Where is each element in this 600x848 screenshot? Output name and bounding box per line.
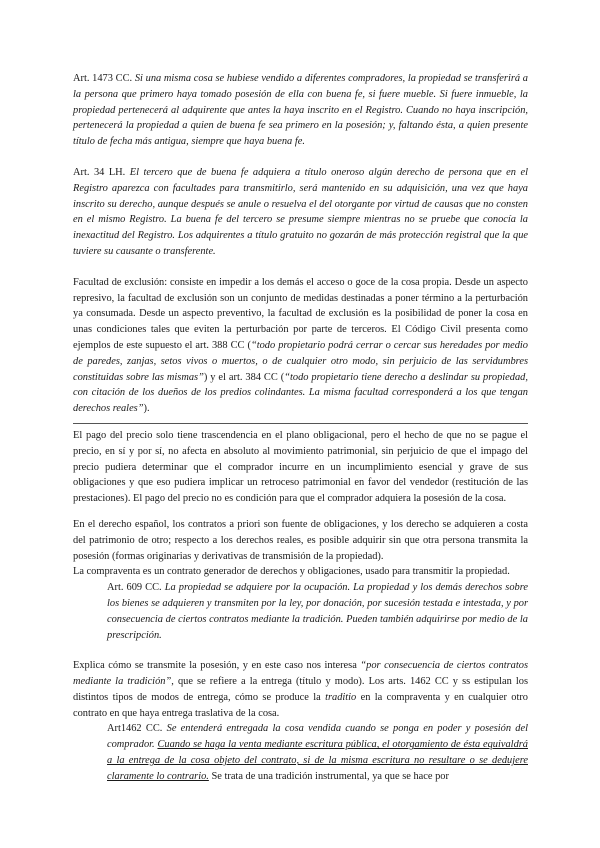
article-quote: Si una misma cosa se hubiese vendido a diferentes compradores, la propiedad se transferirá a la persona que primero haya tomado posesión de ella con buena fe, si fuere mueble. Si fuere inmueble, la propiedad pertenecerá al adquirente que antes la haya inscrito en el Registro. Cuando no haya inscripción, pertenecerá la propiedad a quien de buena fe sea primero en la posesión; y, faltando ésta, a quien presente título de fecha más antigua, siempre que haya buena fe. [73,73,528,148]
section-divider [73,423,528,424]
article-quote-underlined: Cuando se haga la venta mediante escritura pública, el otorgamiento de ésta equivaldrá a la entrega de la cosa objeto del contrato, si de la misma escritura no resultare o se dedujere claramente lo contrario. [107,739,528,782]
article-34-lh-paragraph [73,165,528,260]
article-reference: Art. 609 CC. [107,582,162,594]
body-text: Facultad de exclusión: consiste en impedir a los demás el acceso o goce de la cosa propia. Desde un aspecto represivo, la facultad de exclusión son un conjunto de medidas destinadas a poner término a la perturbación ya consumada. Desde un aspecto preventivo, la facultad de exclusión es la posibilidad de poner la cosa en unas condiciones tales que eviten la perturbación por parte de terceros. El Código Civil presenta como ejemplos de este supuesto el art. 388 CC ( [73,276,528,351]
quote-art-384: “todo propietario tiene derecho a deslindar su propiedad, con citación de los dueños de los predios colindantes. La misma facultad corresponderá a los que tengan derechos reales” [73,371,528,415]
article-reference: Art. 1473 CC. [73,73,133,84]
article-1462-paragraph [107,721,528,784]
body-text: ) y el art. 384 CC ( [203,371,285,383]
body-text: , que se refiere a la entrega (título y modo). Los arts. 1462 CC y ss estipulan los distintos tipos de modos de entrega, cómo se produce la [73,676,528,703]
article-609-paragraph [107,580,528,643]
term-traditio: traditio [325,691,357,703]
article-quote: Se entenderá entregada la cosa vendida cuando se ponga en poder y posesión del comprador. [107,723,528,751]
body-text: ). [143,403,150,415]
quote-tradicion: “por consecuencia de ciertos contratos mediante la tradición” [73,660,528,688]
article-quote: La propiedad se adquiere por la ocupación. La propiedad y los demás derechos sobre los bienes se adquieren y transmiten por la ley, por donación, por sucesión testada e intestada, y por consecuencia de ciertos contratos mediante la tradición. Pueden también adquirirse por medio de la prescripción. [107,582,528,641]
article-reference: Art. 34 LH. [73,166,126,178]
article-reference: Art1462 CC. [107,723,163,735]
article-1473-paragraph [73,71,528,150]
possession-transfer-paragraph [73,658,528,721]
sale-contract-paragraph: La compraventa es un contrato generador de derechos y obligaciones, usado para transmitir la propiedad. [73,566,510,578]
quote-art-388: “todo propietario podrá cerrar o cercar sus heredades por medio de paredes, zanjas, setos vivos o muertos, o de cualquier otro modo, sin perjuicio de las servidumbres constituidas sobre las mismas” [73,339,529,383]
price-payment-paragraph: El pago del precio solo tiene trascendencia en el plano obligacional, pero el hecho de que no se pague el precio, en sí y por sí, no afecta en absoluto al movimiento patrimonial, sin perjuicio de que el impago del precio pudiera determinar que el comprador incurre en un incumplimiento esencial y grave de sus obligaciones y que eso pudiera implicar un retroceso patrimonial en favor del vendedor (restitución de las prestaciones). El pago del precio no es condición para que el comprador adquiera la posesión de la cosa. [73,429,528,505]
body-text: Se trata de una tradición instrumental, ya que se hace por [211,770,449,782]
body-text: Explica cómo se transmite la posesión, y en este caso nos interesa [73,660,361,672]
spanish-law-paragraph: En el derecho español, los contratos a priori son fuente de obligaciones, y los derecho se adquieren a costa del patrimonio de otro; respecto a los derechos reales, es posible adquirir sin que otra persona transmita la posesión (formas originarias y derivativas de transmisión de la propiedad). [73,518,528,562]
body-text: en la compraventa y en cualquier otro contrato en que haya entrega traslativa de la cosa. [73,691,529,719]
article-quote: El tercero que de buena fe adquiera a título oneroso algún derecho de persona que en el Registro aparezca con facultades para transmitirlo, será mantenido en su adquisición, una vez que haya inscrito su derecho, aunque después se anule o resuelva el del otorgante por virtud de causas que no consten en el mismo Registro. La buena fe del tercero se presume siempre mientras no se pruebe que conocía la inexactitud del Registro. Los adquirentes a título gratuito no gozarán de más protección registral que la que tuviere su causante o transferente. [73,166,528,257]
exclusion-paragraph [73,275,528,417]
